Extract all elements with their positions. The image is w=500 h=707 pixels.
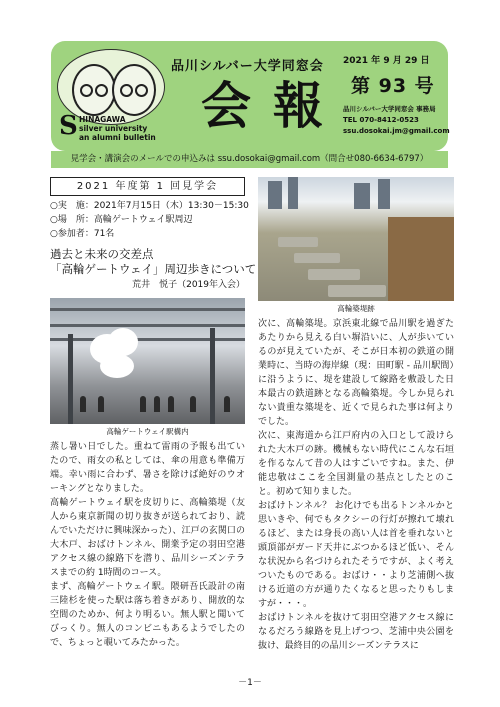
- pillar: [68, 334, 73, 424]
- person-figure: [98, 396, 104, 412]
- right-column: [258, 177, 454, 653]
- paragraph: おばけトンネル？ お化けでも出るトンネルかと思いきや、何でもタクシーの行灯が擦れて壊れるほど、または身長の高い人は首を垂れないと頭頂部がガード天井にぶつかるほど低い、そんな状況から名づけられたそうですが、よく考えついたものである。おばけ・・より芝浦側へ抜ける近道の方が通りたくなると思ったりもしますが・・・。: [258, 501, 454, 609]
- paragraph: おばけトンネルを抜けて羽田空港アクセス線になるだろう線路を見上げつつ、芝浦中央公園を抜け、最終目的の品川シーズンテラスに: [258, 613, 454, 651]
- building: [268, 181, 282, 209]
- paragraph: 次に、東海道から江戸府内の入口として設けられた大木戸の跡。機械もない時代にこんな石垣を作るなんて昔の人はすごいですね。また、伊能忠敬はここを全国測量の基点としたとのこと。初めて知りました。: [258, 431, 454, 497]
- pillar: [210, 328, 215, 424]
- paragraph: 次に、高輪築堤。京浜東北線で品川駅を過ぎたあたりから見える白い塀沿いに、人が歩いているのが見えていたが、そこが日本初の鉄道の開業時に、当時の海岸線（現：田町駅 - 品川駅間）に沿うように、堤を建設して線路を敷設した日本最古の鉄道跡となる高輪築堤。今しか見られない貴重な築堤を、近くで見られた事は何よりでした。: [258, 319, 454, 427]
- paragraph: まず、高輪ゲートウェイ駅。隈研吾氏設計の南三陸杉を使った駅は落ち着きがあり、開放的な空間のためか、何より明るい。無人駅と聞いてびっくり。無人のコンビニもあるようでしたので、ちょっと覗いてみたかった。: [50, 582, 245, 648]
- office-email: ssu.dosokai.jm@gmail.com: [343, 127, 450, 135]
- person-figure: [224, 396, 230, 412]
- glasses-icon: [120, 84, 133, 97]
- logo-line: silver university: [79, 124, 148, 133]
- station-photo: [50, 298, 245, 424]
- person-figure: [140, 396, 146, 412]
- balloon-art: [100, 354, 134, 378]
- article-title-line2: 「高輪ゲートウェイ」周辺歩きについて: [50, 262, 257, 276]
- roof-beam: [50, 324, 245, 327]
- event-date: ○実 施：2021年7月15日（木）13:30－15:30: [50, 201, 249, 211]
- article-title-line1: 過去と未来の交差点: [50, 247, 154, 261]
- person-figure: [80, 396, 86, 412]
- person-figure: [168, 396, 174, 412]
- logo-letter: S: [59, 111, 78, 141]
- stone: [328, 285, 386, 297]
- face-icon: [72, 64, 116, 116]
- logo-line: HINAGAWA: [79, 115, 126, 124]
- stone: [308, 269, 360, 280]
- page-number: －1－: [238, 678, 262, 688]
- balloon-art: [108, 328, 138, 356]
- building: [378, 179, 390, 209]
- masthead-title: 会報: [201, 77, 345, 135]
- embankment-photo: [258, 177, 454, 301]
- stone: [278, 237, 318, 247]
- masthead: [51, 41, 448, 151]
- stone: [294, 253, 340, 263]
- office-name: 品川シルバー大学同窓会 事務局: [343, 105, 436, 113]
- station-photo-caption: 高輪ゲートウェイ駅構内: [106, 427, 189, 436]
- issue-date: 2021 年 9 月 29 日: [343, 56, 430, 66]
- masthead-subtitle: 品川シルバー大学同窓会: [171, 59, 324, 74]
- left-column: [50, 177, 257, 650]
- glasses-icon: [80, 84, 93, 97]
- building: [288, 177, 298, 209]
- event-participants: ○参加者：71名: [50, 229, 115, 239]
- issue-number: 第 93 号: [351, 75, 435, 97]
- face-icon: [112, 64, 156, 116]
- logo-line: an alumni bulletin: [79, 133, 156, 142]
- contact-notice: 見学会・講演会のメールでの申込みは ssu.dosokai@gmail.com（問合せ080-6634-6797）: [51, 151, 448, 168]
- excavation-ground: [388, 217, 454, 301]
- embankment-photo-caption: 高輪築堤跡: [337, 304, 375, 313]
- logo-text: [79, 115, 156, 142]
- paragraph: 蒸し暑い日でした。重ねて雷雨の予報も出ていたので、雨女の私としては、傘の用意も準備万端。幸い雨に合わず、暑さを除けば絶好のウオーキングとなりました。: [50, 442, 245, 494]
- event-place: ○場 所：高輪ゲートウェイ駅周辺: [50, 215, 193, 225]
- paragraph: 高輪ゲートウェイ駅を皮切りに、高輪築堤（友人から東京新聞の切り抜きが送られており、読んでいただけに興味深かった）、江戸の玄関口の大木戸、おばけトンネル、開業予定の羽田空港アクセス線の線路下を潜り、品川シーズンテラスまでの約 1時間のコース。: [50, 498, 245, 578]
- roof-beam: [50, 308, 245, 311]
- person-figure: [154, 396, 160, 412]
- roof-beam: [50, 338, 245, 341]
- building: [354, 183, 370, 209]
- glasses-icon: [95, 84, 108, 97]
- glasses-icon: [135, 84, 148, 97]
- office-tel: TEL 070-8412-0523: [343, 116, 419, 124]
- article-author: 荒井 悦子（2019年入会）: [132, 280, 245, 290]
- event-box-title: 2021 年度第 1 回見学会: [50, 177, 245, 196]
- person-figure: [190, 396, 196, 412]
- logo: [57, 49, 167, 147]
